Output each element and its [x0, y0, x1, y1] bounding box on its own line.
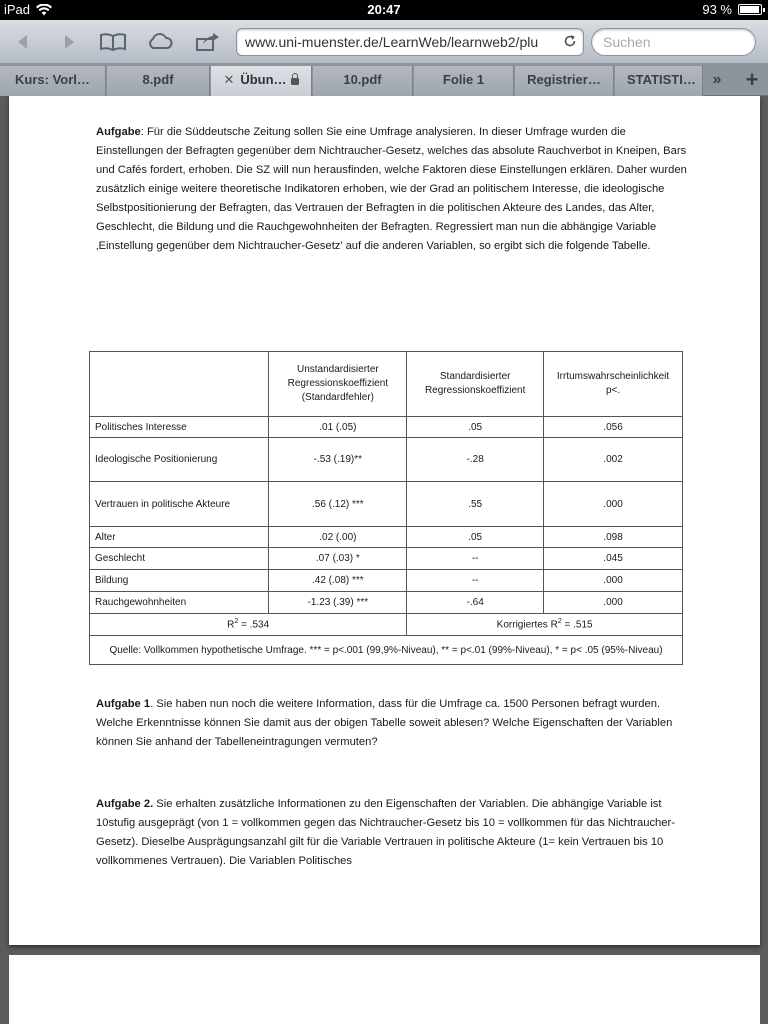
clock: 20:47: [367, 2, 401, 17]
cell-b: .42 (.08) ***: [269, 570, 407, 592]
r2-sup: 2: [234, 618, 239, 626]
task2-label: Aufgabe 2.: [96, 798, 154, 810]
cell-p: .002: [544, 438, 683, 482]
row-label: Ideologische Positionierung: [90, 438, 269, 482]
table-header-row: [90, 352, 683, 417]
battery-icon: [738, 4, 762, 15]
cell-p: .045: [544, 548, 683, 570]
table-header-empty: [90, 352, 269, 417]
cell-beta: --: [407, 570, 544, 592]
pdf-viewer[interactable]: [0, 96, 768, 1024]
lock-icon: [291, 78, 299, 85]
task1-label: Aufgabe 1: [96, 698, 151, 710]
cell-p: .000: [544, 592, 683, 614]
icloud-tabs-icon[interactable]: [145, 28, 175, 56]
table-row: [90, 592, 683, 614]
adj-r2-sup: 2: [557, 618, 562, 626]
cell-b: -1.23 (.39) ***: [269, 592, 407, 614]
new-tab-button[interactable]: +: [745, 67, 759, 92]
row-label: Bildung: [90, 570, 269, 592]
cell-p: .098: [544, 527, 683, 548]
cell-beta: --: [407, 548, 544, 570]
tab-8-pdf[interactable]: [107, 66, 210, 96]
r2-label: R: [227, 619, 235, 631]
table-row: [90, 527, 683, 548]
row-label: Alter: [90, 527, 269, 548]
cell-p: .000: [544, 482, 683, 527]
tab-folie-1[interactable]: [414, 66, 514, 96]
task2-text: Sie erhalten zusätzliche Informationen zu den Eigenschaften der Variablen. Die abhängige Variable ist 10stufig ausgeprägt (von 1 = vollkommen gegen das Nichtraucher-Gesetz bis 10 = vollkommen für das Nichtraucher-Gesetz). Dieselbe Ausprägungsanzahl gilt für die Variable Vertrauen in politische Akteure (1= kein Vertrauen bis 10 vollkommenes Vertrauen). Die Variablen Politisches: [96, 798, 675, 867]
status-bar: [0, 0, 768, 20]
pdf-page: [9, 96, 760, 945]
browser-toolbar: [0, 20, 768, 64]
reload-icon[interactable]: [563, 34, 577, 53]
address-bar[interactable]: [236, 28, 584, 56]
tab-bar: [0, 64, 768, 96]
tab-statistik[interactable]: [615, 66, 703, 96]
tab-label: STATISTI…: [627, 72, 696, 87]
cell-b: .02 (.00): [269, 527, 407, 548]
row-label: Rauchgewohnheiten: [90, 592, 269, 614]
table-header-beta: Standardisierter Regressionskoeffizient: [407, 352, 544, 417]
table-row: [90, 482, 683, 527]
bookmarks-book-icon[interactable]: [98, 28, 128, 56]
adj-r2-cell: [407, 614, 683, 636]
battery-percent: 93 %: [702, 2, 732, 17]
cell-b: -.53 (.19)**: [269, 438, 407, 482]
intro-label: Aufgabe: [96, 126, 141, 138]
tab-label: Registrier…: [527, 72, 601, 87]
table-header-b: Unstandardisierter Regressionskoeffizient (Standardfehler): [269, 352, 407, 417]
tab-10-pdf[interactable]: [313, 66, 413, 96]
cell-b: .07 (.03) *: [269, 548, 407, 570]
r2-value: = .534: [238, 619, 270, 631]
table-header-p: Irrtumswahrscheinlichkeit p<.: [544, 352, 683, 417]
forward-arrow-icon[interactable]: [54, 28, 84, 56]
row-label: Vertrauen in politische Akteure: [90, 482, 269, 527]
pdf-next-page: [9, 955, 760, 1024]
cell-p: .000: [544, 570, 683, 592]
share-icon[interactable]: [193, 28, 223, 56]
table-row: [90, 438, 683, 482]
r2-row: [90, 614, 683, 636]
cell-p: .056: [544, 417, 683, 438]
more-tabs-button[interactable]: »: [712, 71, 722, 88]
intro-text: : Für die Süddeutsche Zeitung sollen Sie eine Umfrage analysieren. In dieser Umfrage wurden die Einstellungen der Befragten gegenüber dem Nichtraucher-Gesetz, welches das absolute Rauchverbot in Kneipen, Bars und Cafés fordert, erhoben. Die SZ will nun herausfinden, welche Faktoren diese Einstellungen erklären. Daher wurden zusätzlich einige weitere theoretische Indikatoren erhoben, wie der Grad an politischem Interesse, die ideologische Selbstpositionierung der Befragten, das Vertrauen der Befragten in die politischen Akteure des Landes, das Alter, Geschlecht, die Bildung und die Rauchgewohnheiten der Befragten. Regressiert man nun die abhängige Variable ‚Einstellung gegenüber dem Nichtraucher-Gesetz’ auf die anderen Variablen, so ergibt sich die folgende Tabelle.: [96, 126, 687, 252]
adj-r2-label: Korrigiertes R: [496, 619, 558, 631]
search-input[interactable]: Suchen: [591, 28, 756, 56]
tab-label: 10.pdf: [343, 72, 382, 87]
task2-paragraph: [96, 795, 688, 871]
cell-beta: .05: [407, 417, 544, 438]
table-row: [90, 548, 683, 570]
table-row: [90, 570, 683, 592]
close-tab-icon[interactable]: ✕: [223, 72, 235, 87]
device-name: iPad: [4, 2, 31, 17]
task1-paragraph: [96, 695, 688, 752]
table-source-note: Quelle: Vollkommen hypothetische Umfrage. *** = p<.001 (99,9%-Niveau), ** = p<.01 (99%-Niveau), * = p< .05 (95%-Niveau): [90, 636, 683, 665]
r2-cell: [90, 614, 407, 636]
source-row: [90, 636, 683, 665]
tab-kurs[interactable]: [0, 66, 106, 96]
tab-label: Kurs: Vorl…: [15, 72, 90, 87]
row-label: Politisches Interesse: [90, 417, 269, 438]
cell-beta: -.64: [407, 592, 544, 614]
tab-label: Folie 1: [442, 72, 485, 87]
cell-b: .56 (.12) ***: [269, 482, 407, 527]
tab-uebung[interactable]: [211, 66, 312, 96]
back-arrow-icon[interactable]: [8, 28, 38, 56]
tab-registrier[interactable]: [515, 66, 614, 96]
tab-label: 8.pdf: [142, 72, 174, 87]
task1-text: . Sie haben nun noch die weitere Information, dass für die Umfrage ca. 1500 Personen befragt wurden. Welche Erkenntnisse können Sie damit aus der obigen Tabelle soweit ablesen? Welche Eigenschaften der Variablen können Sie anhand der Tabelleneintragungen vermuten?: [96, 698, 673, 748]
cell-b: .01 (.05): [269, 417, 407, 438]
adj-r2-value: = .515: [561, 619, 593, 631]
row-label: Geschlecht: [90, 548, 269, 570]
regression-table: [89, 351, 683, 665]
cell-beta: -.28: [407, 438, 544, 482]
cell-beta: .55: [407, 482, 544, 527]
url-text: www.uni-muenster.de/LearnWeb/learnweb2/plu: [245, 34, 539, 50]
intro-paragraph: [96, 123, 688, 256]
cell-beta: .05: [407, 527, 544, 548]
tab-label: Übun…: [240, 72, 287, 87]
table-row: [90, 417, 683, 438]
